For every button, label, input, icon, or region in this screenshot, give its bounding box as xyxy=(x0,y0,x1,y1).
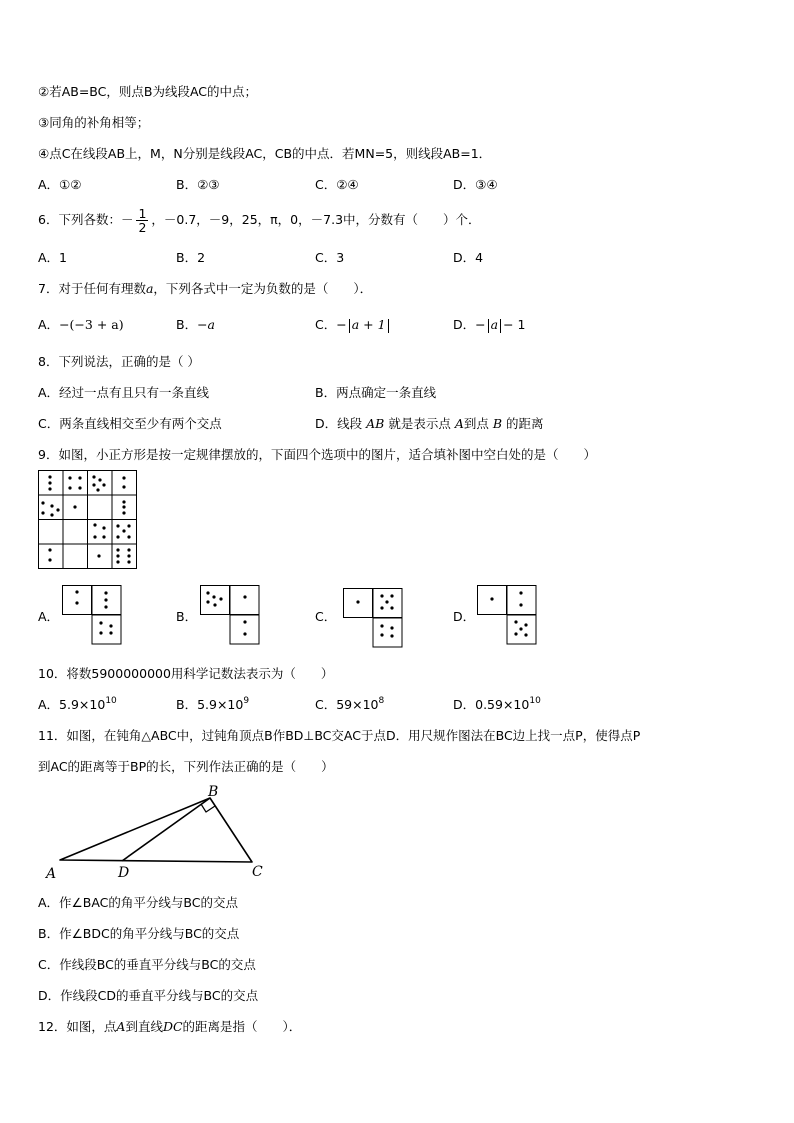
q9-option-b-figure[interactable] xyxy=(200,585,260,645)
q8-option-d-a: A xyxy=(454,416,464,431)
q7-option-a[interactable] xyxy=(38,317,124,333)
q7-option-b-expr: −a xyxy=(197,317,216,332)
q8-option-d-ab: AB xyxy=(366,416,385,431)
label-c: C xyxy=(252,864,263,880)
q7-option-a-expr: −(−3 + a) xyxy=(59,317,124,332)
abs-bar-left xyxy=(349,319,350,333)
q7-stem-post: ，下列各式中一定为负数的是（ ）． xyxy=(153,281,373,296)
q6-option-d[interactable]: D．4 xyxy=(453,250,484,265)
q10-option-b-exp: 9 xyxy=(243,695,250,706)
q7-option-d-letter: D． xyxy=(453,317,476,332)
q7-option-c-sign: − xyxy=(336,317,347,332)
q10-option-d[interactable] xyxy=(453,697,541,713)
q8-option-d-mid: 就是表示点 xyxy=(388,416,451,431)
q7-option-c-letter: C． xyxy=(315,317,337,332)
q12-stem-post: 的距离是指（ ）． xyxy=(182,1019,302,1034)
q10-option-d-exp: 10 xyxy=(529,695,541,706)
statement-2: ②若AB=BC，则点B为线段AC的中点； xyxy=(38,84,258,99)
q6-fraction xyxy=(136,207,148,234)
q11-option-d[interactable]: D．作线段CD的垂直平分线与BC的交点 xyxy=(38,988,259,1003)
q6-denominator: 2 xyxy=(138,220,147,235)
q10-option-a[interactable] xyxy=(38,697,117,713)
q9-option-a-figure[interactable] xyxy=(62,585,122,645)
q10-option-b[interactable] xyxy=(176,697,249,713)
q7-option-d-sign: − xyxy=(475,317,486,332)
q9-option-d[interactable]: D． xyxy=(453,609,476,624)
q8-stem: 8．下列说法，正确的是（ ） xyxy=(38,354,200,369)
q10-option-d-base: D．0.59×10 xyxy=(453,697,530,712)
label-a: A xyxy=(46,866,57,882)
abs-bar-right xyxy=(500,319,501,333)
q7-option-a-letter: A． xyxy=(38,317,60,332)
q10-stem: 10．将数5900000000用科学记数法表示为（ ） xyxy=(38,666,334,681)
label-d: D xyxy=(118,865,130,881)
q6-option-c[interactable]: C．3 xyxy=(315,250,345,265)
q10-option-c-base: C．59×10 xyxy=(315,697,379,712)
q9-option-c[interactable]: C． xyxy=(315,609,337,624)
right-angle-mark xyxy=(201,804,215,812)
q7-option-d-tail: − 1 xyxy=(503,317,526,332)
q6-option-b[interactable]: B．2 xyxy=(176,250,206,265)
q5-option-b[interactable]: B．②③ xyxy=(176,177,220,192)
q8-option-d-pre: D．线段 xyxy=(315,416,363,431)
q7-stem xyxy=(38,281,372,297)
q9-option-d-figure[interactable] xyxy=(477,585,537,645)
q9-stem: 9．如图，小正方形是按一定规律摆放的，下面四个选项中的图片，适合填补图中空白处的是（ ） xyxy=(38,447,596,462)
q7-option-c[interactable] xyxy=(315,317,391,333)
q11-stem-line1: 11．如图，在钝角△ABC中，过钝角顶点B作BD⊥BC交AC于点D．用尺规作图法在BC边上找一点P，使得点P xyxy=(38,728,641,743)
q12-point-a: A xyxy=(116,1019,126,1034)
q7-option-d-inner: a xyxy=(490,317,499,332)
q11-option-b[interactable]: B．作∠BDC的角平分线与BC的交点 xyxy=(38,926,240,941)
q10-option-a-base: A．5.9×10 xyxy=(38,697,106,712)
statement-4: ④点C在线段AB上，M，N分别是线段AC，CB的中点．若MN=5，则线段AB=1． xyxy=(38,146,492,161)
q10-option-c[interactable] xyxy=(315,697,384,713)
q9-dot-grid xyxy=(38,470,138,570)
q8-option-d-mid2: 到点 xyxy=(463,416,489,431)
q10-option-c-exp: 8 xyxy=(378,695,385,706)
q12-stem xyxy=(38,1019,301,1035)
q11-stem-line2: 到AC的距离等于BP的长，下列作法正确的是（ ） xyxy=(38,759,334,774)
q11-option-c[interactable]: C．作线段BC的垂直平分线与BC的交点 xyxy=(38,957,256,972)
q7-option-c-expr: a + 1 xyxy=(351,317,386,332)
triangle-abc xyxy=(60,798,252,862)
q7-var: a xyxy=(145,281,154,296)
q6-stem xyxy=(38,205,481,235)
q8-option-d-b: B xyxy=(492,416,503,431)
q8-option-b[interactable]: B．两点确定一条直线 xyxy=(315,385,437,400)
q7-option-b[interactable] xyxy=(176,317,215,333)
q11-triangle-figure xyxy=(38,785,278,885)
q5-option-d[interactable]: D．③④ xyxy=(453,177,498,192)
q6-stem-pre: 6．下列各数：－ xyxy=(38,212,134,227)
q11-option-a[interactable]: A．作∠BAC的角平分线与BC的交点 xyxy=(38,895,238,910)
abs-bar-left xyxy=(488,319,489,333)
q8-option-d[interactable] xyxy=(315,416,544,432)
q12-stem-pre: 12．如图，点 xyxy=(38,1019,117,1034)
q6-stem-post: ，－0.7，－9，25，π，0，－7.3中，分数有（ ）个． xyxy=(151,212,481,227)
q9-option-a[interactable]: A． xyxy=(38,609,60,624)
q6-option-a[interactable]: A．1 xyxy=(38,250,68,265)
q9-option-c-figure[interactable] xyxy=(343,588,403,648)
statement-3: ③同角的补角相等； xyxy=(38,115,150,130)
q10-option-a-exp: 10 xyxy=(105,695,117,706)
q12-stem-mid: 到直线 xyxy=(125,1019,163,1034)
q8-option-d-post: 的距离 xyxy=(506,416,544,431)
q7-stem-pre: 7．对于任何有理数 xyxy=(38,281,146,296)
q6-numerator: 1 xyxy=(138,206,147,221)
q7-option-d[interactable] xyxy=(453,317,525,333)
abs-bar-right xyxy=(388,319,389,333)
q12-line-dc: DC xyxy=(162,1019,183,1034)
q7-option-b-letter: B． xyxy=(176,317,198,332)
q5-option-c[interactable]: C．②④ xyxy=(315,177,359,192)
q9-option-b[interactable]: B． xyxy=(176,609,198,624)
label-b: B xyxy=(208,784,219,800)
grid-cells xyxy=(39,471,137,569)
q8-option-a[interactable]: A．经过一点有且只有一条直线 xyxy=(38,385,210,400)
q10-option-b-base: B．5.9×10 xyxy=(176,697,244,712)
q5-option-a[interactable]: A．①② xyxy=(38,177,82,192)
q8-option-c[interactable]: C．两条直线相交至少有两个交点 xyxy=(38,416,222,431)
